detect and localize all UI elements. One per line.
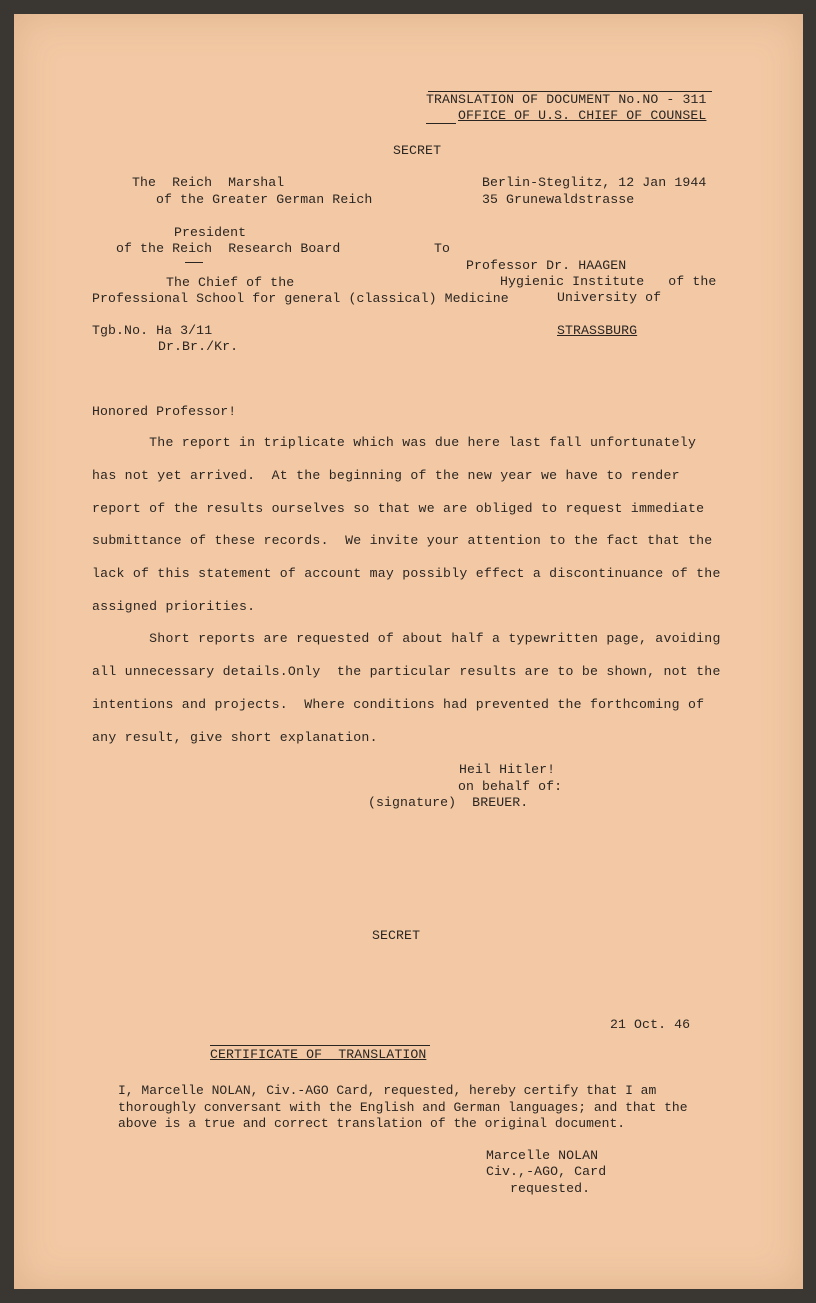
closing-signature: (signature) BREUER. (368, 795, 529, 810)
recipient-city: STRASSBURG (557, 323, 638, 338)
body-line: The report in triplicate which was due here last fall unfortunately (92, 435, 697, 450)
certificate-title: CERTIFICATE OF TRANSLATION (210, 1047, 427, 1062)
reference-number: Tgb.No. Ha 3/11 (92, 323, 213, 338)
body-line: intentions and projects. Where conditions had prevented the forthcoming of (92, 697, 705, 712)
certificate-line: thoroughly conversant with the English and German languages; and that the (118, 1100, 688, 1115)
translator-card: Civ.,-AGO, Card (486, 1164, 607, 1179)
body-line: Short reports are requested of about half a typewritten page, avoiding (92, 631, 721, 646)
office-underline-left (426, 123, 456, 124)
office-heading: OFFICE OF U.S. CHIEF OF COUNSEL (458, 108, 707, 123)
to-label: To (434, 241, 451, 256)
translation-heading: TRANSLATION OF DOCUMENT No.NO - 311 (426, 92, 707, 107)
translator-requested: requested. (510, 1181, 591, 1196)
certificate-title-overline (210, 1045, 430, 1046)
classification-top: SECRET (393, 143, 442, 158)
sender-chief-1: The Chief of the (166, 275, 295, 290)
sender-chief-2: Professional School for general (classical) Medicine (92, 291, 509, 306)
body-line: report of the results ourselves so that we are obliged to request immediate (92, 501, 705, 516)
sender-dash (185, 262, 203, 263)
sender-line-2: of the Greater German Reich (156, 192, 373, 207)
closing-behalf: on behalf of: (458, 779, 563, 794)
certificate-line: I, Marcelle NOLAN, Civ.-AGO Card, requested, hereby certify that I am (118, 1083, 657, 1098)
closing-greeting: Heil Hitler! (459, 762, 556, 777)
document-page (14, 14, 803, 1289)
place-date-line-1: Berlin-Steglitz, 12 Jan 1944 (482, 175, 707, 190)
body-line: any result, give short explanation. (92, 730, 378, 745)
body-line: submittance of these records. We invite your attention to the fact that the (92, 533, 713, 548)
recipient-university: University of (557, 290, 662, 305)
body-line: has not yet arrived. At the beginning of the new year we have to render (92, 468, 680, 483)
sender-line-1: The Reich Marshal (132, 175, 285, 190)
classification-bottom: SECRET (372, 928, 421, 943)
salutation: Honored Professor! (92, 404, 237, 419)
certificate-date: 21 Oct. 46 (610, 1017, 691, 1032)
recipient-institute: Hygienic Institute of the (500, 274, 717, 289)
body-line: lack of this statement of account may possibly effect a discontinuance of the (92, 566, 721, 581)
recipient-name: Professor Dr. HAAGEN (466, 258, 627, 273)
body-line: assigned priorities. (92, 599, 256, 614)
sender-line-3: of the Reich Research Board (116, 241, 341, 256)
place-date-line-2: 35 Grunewaldstrasse (482, 192, 635, 207)
sender-president: President (174, 225, 247, 240)
translator-name: Marcelle NOLAN (486, 1148, 599, 1163)
body-line: all unnecessary details.Only the particular results are to be shown, not the (92, 664, 721, 679)
reference-initials: Dr.Br./Kr. (158, 339, 239, 354)
certificate-line: above is a true and correct translation of the original document. (118, 1116, 626, 1131)
